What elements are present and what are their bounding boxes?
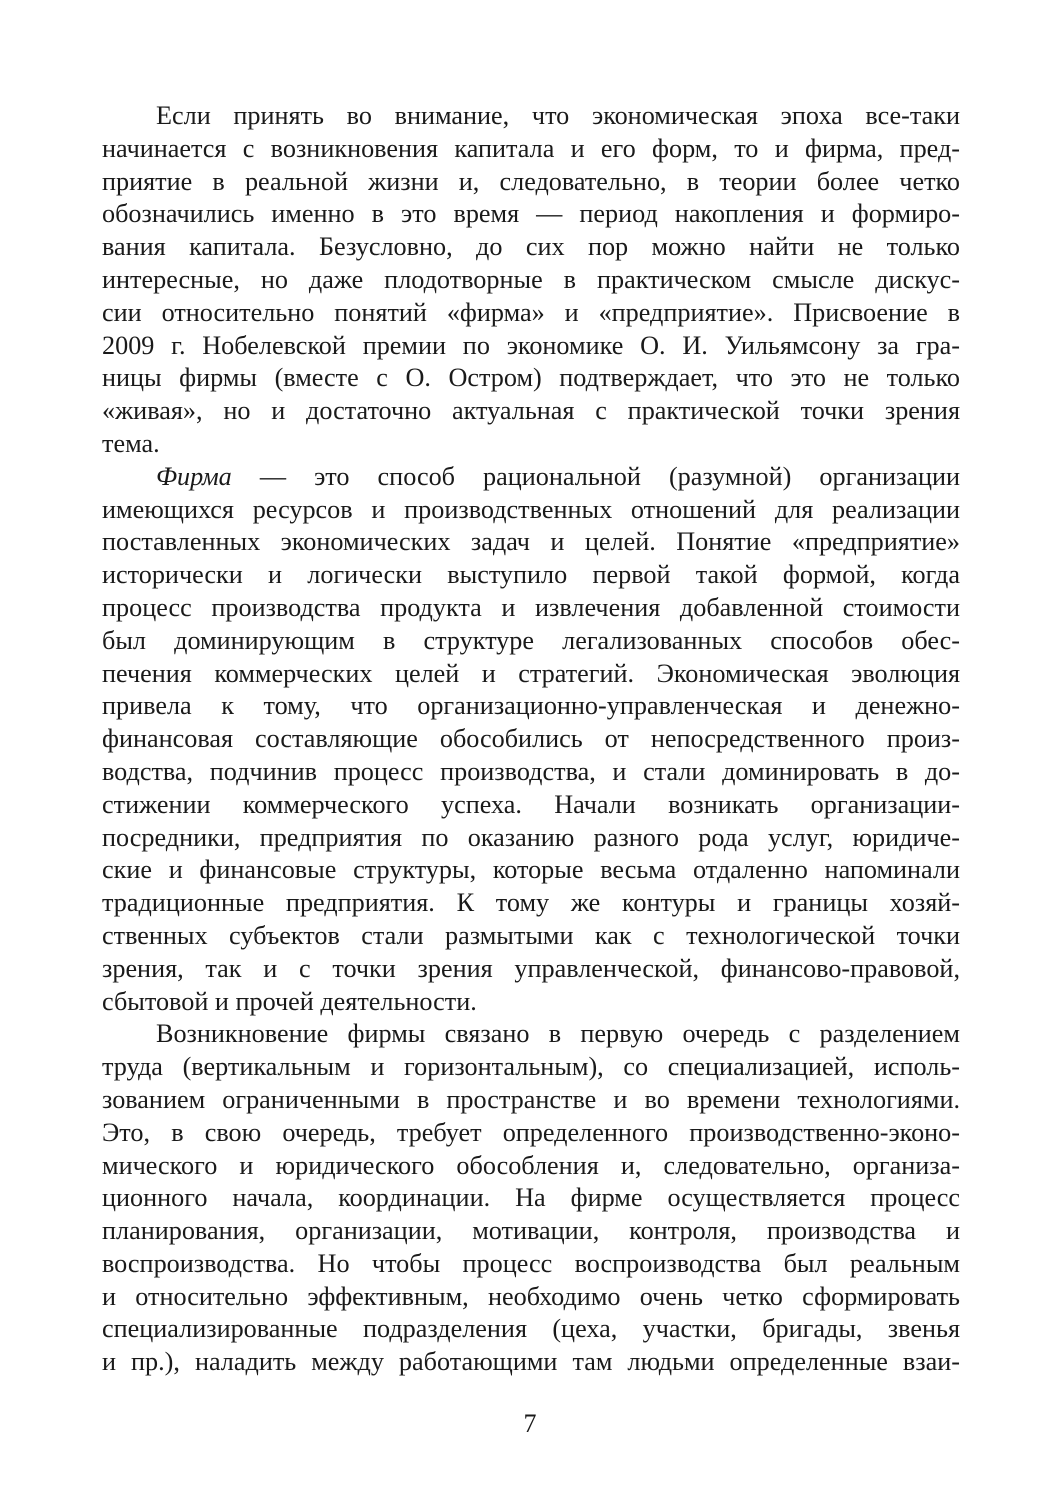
page-number: 7	[523, 1409, 537, 1438]
text-line: посредники, предприятия по оказанию разного рода услуг, юридиче-	[102, 822, 960, 852]
text-line: специализированные подразделения (цеха, участки, бригады, звенья	[102, 1314, 960, 1344]
text-line: был доминирующим в структуре легализованных способов обес-	[102, 625, 960, 655]
text-line: финансовая составляющие обособились от непосредственного произ-	[102, 724, 960, 754]
text-line: процесс производства продукта и извлечения добавленной стоимости	[102, 592, 960, 622]
text-line: сии относительно понятий «фирма» и «предприятие». Присвоение в	[102, 297, 960, 327]
text-line: и пр.), наладить между работающими там людьми определенные взаи-	[102, 1347, 960, 1377]
text-line: начинается с возникновения капитала и его форм, то и фирма, пред-	[102, 133, 960, 163]
text-line: привела к тому, что организационно-управленческая и денежно-	[102, 691, 960, 721]
text-line: зованием ограниченными в пространстве и во времени технологиями.	[102, 1084, 960, 1114]
text-line	[102, 461, 960, 494]
text-line: стижении коммерческого успеха. Начали возникать организации-	[102, 789, 960, 819]
italic-term: Фирма	[156, 461, 232, 491]
text-line: Это, в свою очередь, требует определенного производственно-эконо-	[102, 1117, 960, 1147]
paragraph	[102, 1018, 960, 1379]
text-line-rest: — это способ рациональной (разумной) организации	[231, 461, 960, 491]
text-line: Возникновение фирмы связано в первую очередь с разделением	[156, 1019, 960, 1049]
text-line: печения коммерческих целей и стратегий. Экономическая эволюция	[102, 658, 960, 688]
text-line: и относительно эффективным, необходимо очень четко сформировать	[102, 1281, 960, 1311]
paragraph	[102, 461, 960, 1019]
paragraph	[102, 100, 960, 461]
text-line: поставленных экономических задач и целей. Понятие «предприятие»	[102, 527, 960, 557]
text-line: ницы фирмы (вместе с О. Остром) подтверждает, что это не только	[102, 363, 960, 393]
text-line: 2009 г. Нобелевской премии по экономике О. И. Уильямсону за гра-	[102, 330, 960, 360]
text-line: интересные, но даже плодотворные в практическом смысле дискус-	[102, 264, 960, 294]
text-line: сбытовой и прочей деятельности.	[102, 986, 477, 1016]
body-text	[102, 100, 960, 1379]
text-line: труда (вертикальным и горизонтальным), со специализацией, исполь-	[102, 1052, 960, 1082]
text-line: воспроизводства. Но чтобы процесс воспроизводства был реальным	[102, 1248, 960, 1278]
text-line: Если принять во внимание, что экономическая эпоха все-таки	[156, 101, 960, 130]
text-line: обозначились именно в это время — период накопления и формиро-	[102, 199, 960, 229]
text-line: «живая», но и достаточно актуальная с практической точки зрения	[102, 396, 960, 426]
text-line: вания капитала. Безусловно, до сих пор можно найти не только	[102, 232, 960, 262]
text-line: зрения, так и с точки зрения управленческой, финансово-правовой,	[102, 953, 960, 983]
text-line: ционного начала, координации. На фирме осуществляется процесс	[102, 1183, 960, 1213]
text-line: ские и финансовые структуры, которые весьма отдаленно напоминали	[102, 855, 960, 885]
text-line: планирования, организации, мотивации, контроля, производства и	[102, 1216, 960, 1246]
text-line: имеющихся ресурсов и производственных отношений для реализации	[102, 494, 960, 524]
text-line: приятие в реальной жизни и, следовательно, в теории более четко	[102, 166, 960, 196]
text-line: ственных субъектов стали размытыми как с технологической точки	[102, 920, 960, 950]
text-line: водства, подчинив процесс производства, и стали доминировать в до-	[102, 756, 960, 786]
text-line: исторически и логически выступило первой такой формой, когда	[102, 560, 960, 590]
text-line: мического и юридического обособления и, следовательно, организа-	[102, 1150, 960, 1180]
text-line: традиционные предприятия. К тому же контуры и границы хозяй-	[102, 888, 960, 918]
text-line: тема.	[102, 428, 160, 458]
